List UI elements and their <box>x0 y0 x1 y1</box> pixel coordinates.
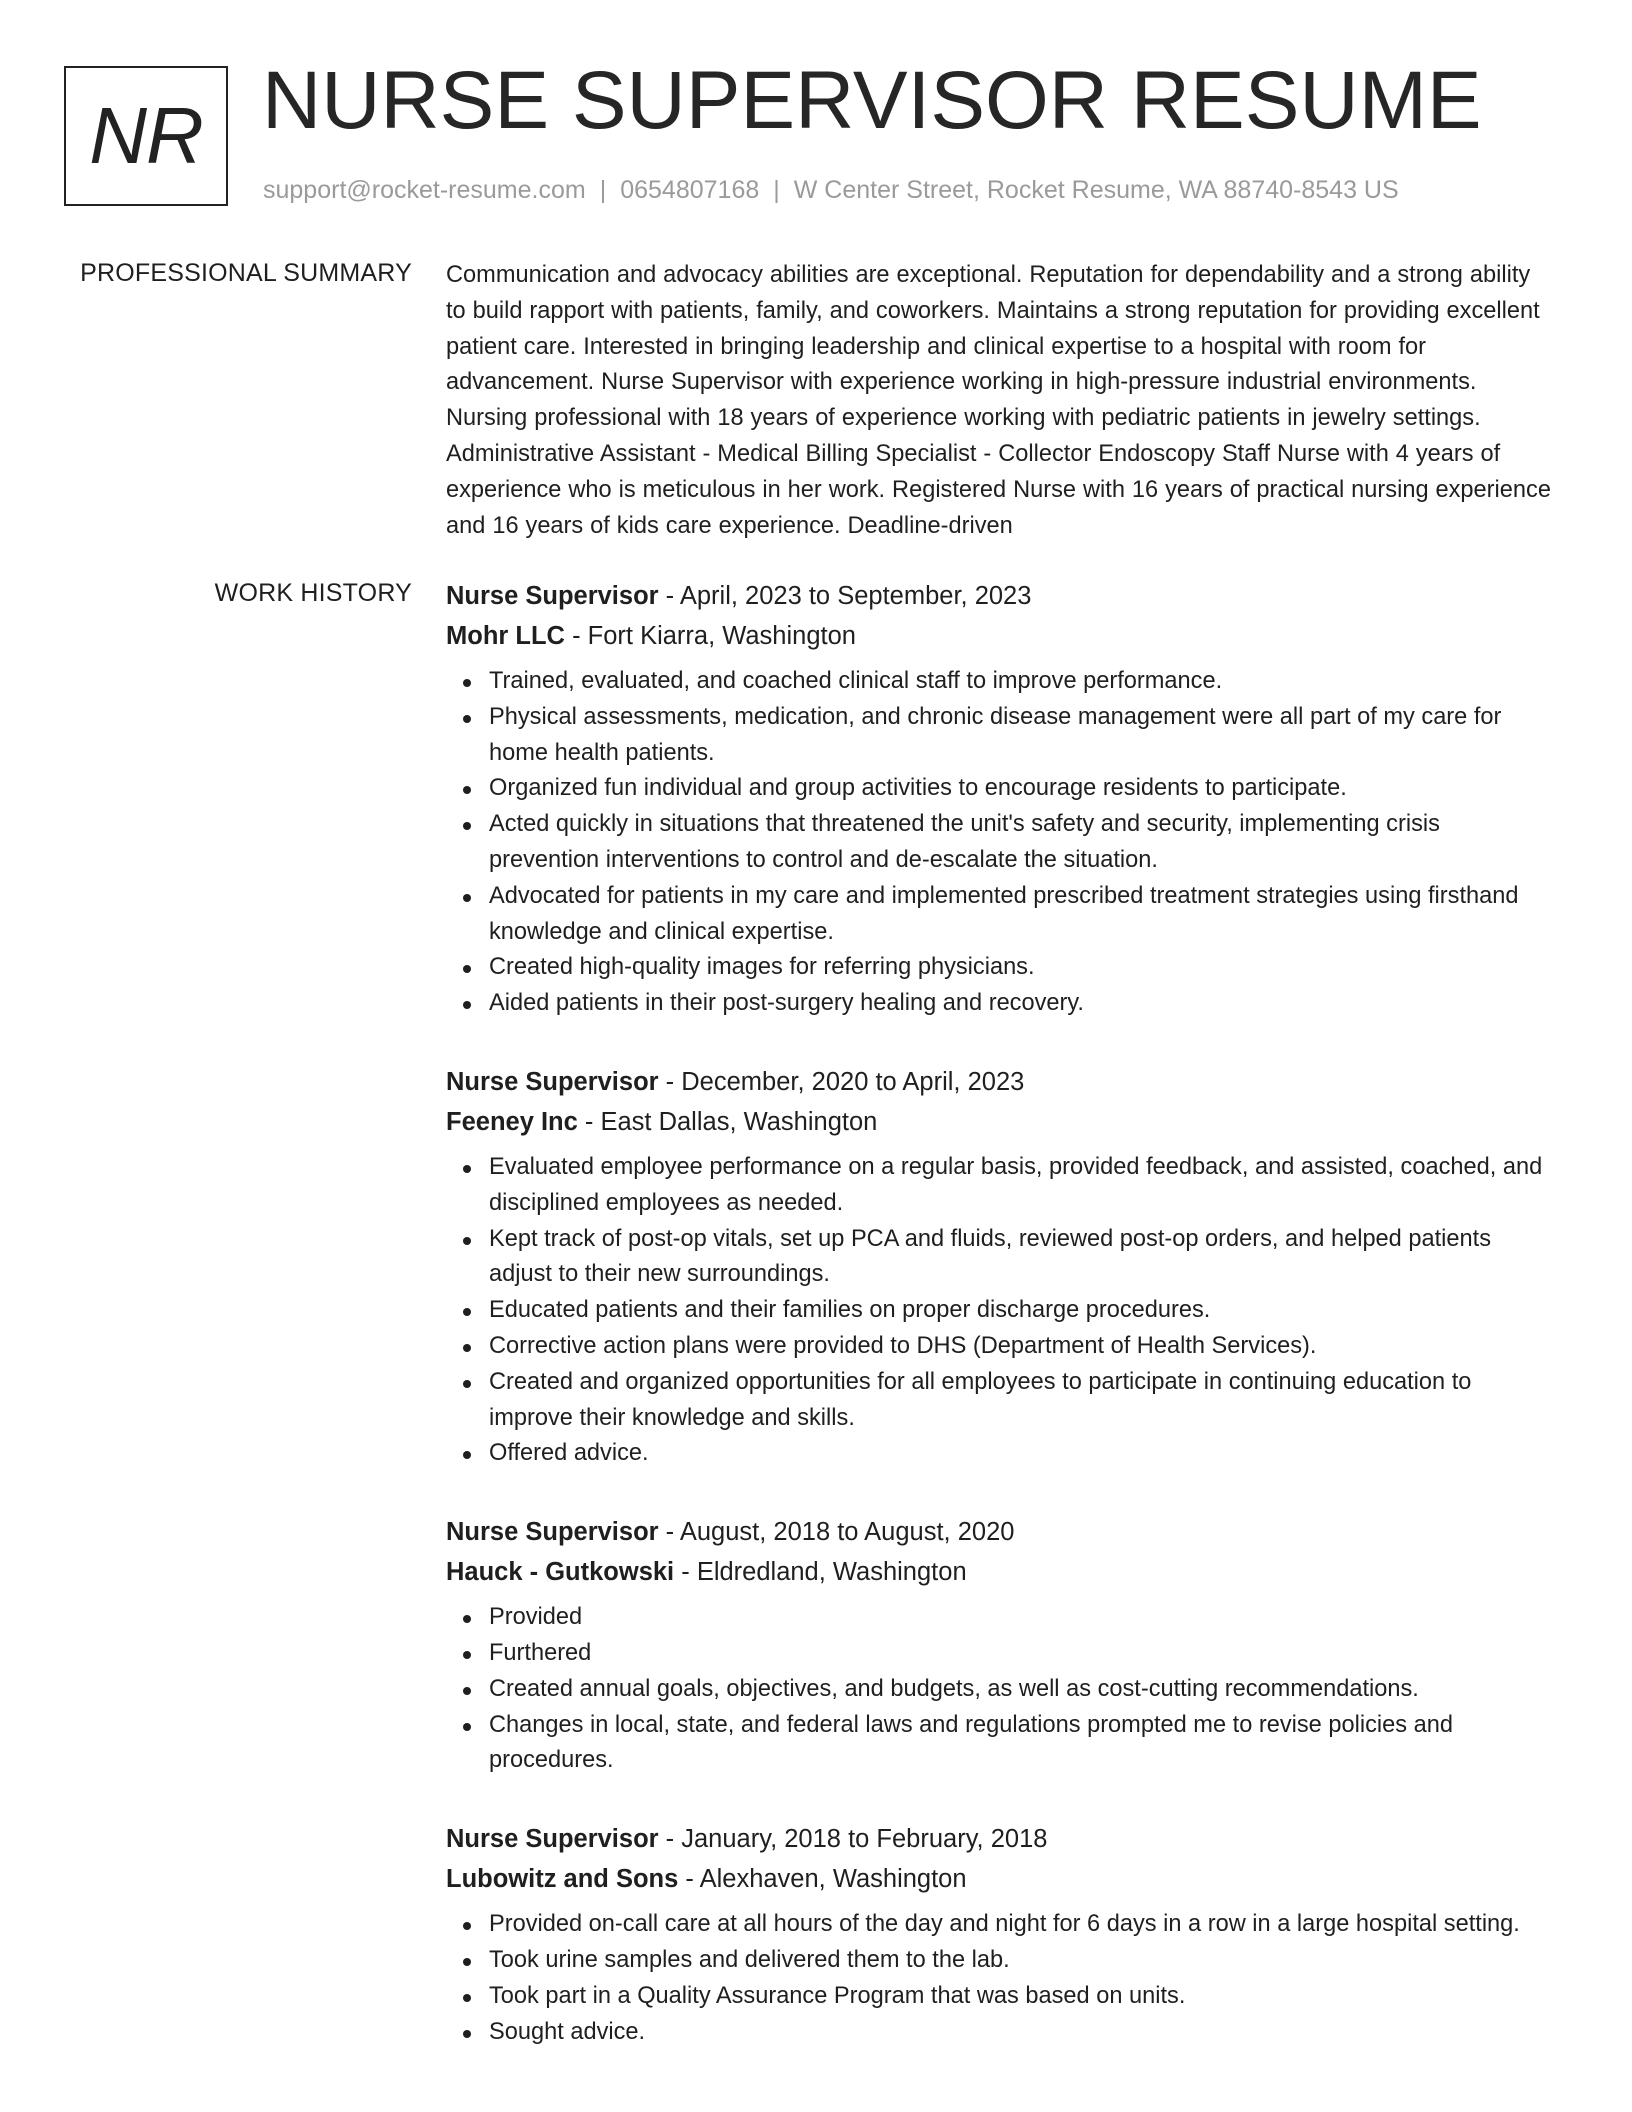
monogram-initials: NR <box>89 91 203 180</box>
bullet-dot-icon <box>463 2030 471 2038</box>
job-bullet-item <box>489 950 1556 986</box>
bullet-dot-icon <box>463 1687 471 1695</box>
job-bullet-item <box>489 771 1556 807</box>
job-bullet-text: Aided patients in their post-surgery healing and recovery. <box>489 990 1084 1017</box>
bullet-dot-icon <box>463 894 471 902</box>
job-bullet-item <box>489 1365 1556 1437</box>
job-bullet-text: Furthered <box>489 1639 592 1666</box>
job-bullet-item <box>489 1293 1556 1329</box>
job-entry <box>446 1512 1556 1779</box>
job-bullet-text: Kept track of post-op vitals, set up PCA and fluids, reviewed post-op orders, and helped patients adjust to their new surroundings. <box>489 1225 1491 1288</box>
job-bullet-item <box>489 1436 1556 1472</box>
job-title-line <box>446 576 1556 616</box>
job-bullet-text: Evaluated employee performance on a regular basis, provided feedback, and assisted, coached, and disciplined employees as needed. <box>489 1153 1543 1216</box>
job-dates: - April, 2023 to September, 2023 <box>658 582 1032 610</box>
job-bullet-text: Created annual goals, objectives, and budgets, as well as cost-cutting recommendations. <box>489 1675 1419 1702</box>
job-company-line <box>446 1859 1556 1899</box>
job-bullet-item <box>489 807 1556 879</box>
bullet-dot-icon <box>463 1723 471 1731</box>
job-bullet-text: Created high-quality images for referring physicians. <box>489 954 1035 981</box>
job-bullet-item <box>489 664 1556 700</box>
job-company: Feeney Inc <box>446 1107 578 1136</box>
job-bullet-text: Changes in local, state, and federal laws and regulations prompted me to revise policies and procedures. <box>489 1711 1453 1774</box>
summary-text: Communication and advocacy abilities are exceptional. Reputation for dependability and a strong ability to build rapport with patients, family, and coworkers. Maintains a strong reputation for providing excellent patient care. Interested in bringing leadership and clinical expertise to a hospital with room for advancement. Nurse Supervisor with experience working in high-pressure industrial environments. Nursing professional with 18 years of experience working with pediatric patients in jewelry settings. Administrative Assistant - Medical Billing Specialist - Collector Endoscopy Staff Nurse with 4 years of experience who is meticulous in her work. Registered Nurse with 16 years of practical nursing experience and 16 years of kids care experience. Deadline-driven <box>446 262 1551 539</box>
bullet-dot-icon <box>463 1994 471 2002</box>
job-bullet-list <box>446 1907 1556 2050</box>
job-title: Nurse Supervisor <box>446 1067 659 1096</box>
contact-address: W Center Street, Rocket Resume, WA 88740-8543 US <box>793 176 1399 204</box>
bullet-dot-icon <box>463 679 471 687</box>
contact-email: support@rocket-resume.com <box>263 176 586 204</box>
summary-heading: PROFESSIONAL SUMMARY <box>80 259 412 287</box>
job-company: Mohr LLC <box>446 622 565 650</box>
job-company-line <box>446 1102 1556 1142</box>
job-title: Nurse Supervisor <box>446 1825 659 1854</box>
job-company-line <box>446 616 1556 656</box>
bullet-dot-icon <box>463 822 471 830</box>
job-entry <box>446 1819 1556 2050</box>
job-company: Lubowitz and Sons <box>446 1865 679 1894</box>
job-bullet-text: Offered advice. <box>489 1440 649 1467</box>
job-bullet-text: Organized fun individual and group activities to encourage residents to participate. <box>489 775 1347 802</box>
job-bullet-text: Advocated for patients in my care and implemented prescribed treatment strategies using firsthand knowledge and clinical expertise. <box>489 882 1519 945</box>
bullet-dot-icon <box>463 1001 471 1009</box>
job-entry <box>446 1062 1556 1472</box>
job-bullet-text: Provided on-call care at all hours of the day and night for 6 days in a row in a large hospital setting. <box>489 1911 1520 1938</box>
job-bullet-text: Corrective action plans were provided to DHS (Department of Health Services). <box>489 1332 1317 1359</box>
job-dates: - August, 2018 to August, 2020 <box>658 1518 1015 1547</box>
bullet-dot-icon <box>463 786 471 794</box>
job-company: Hauck - Gutkowski <box>446 1558 675 1587</box>
job-title: Nurse Supervisor <box>446 582 659 610</box>
bullet-dot-icon <box>463 1451 471 1459</box>
job-bullet-item <box>489 1329 1556 1365</box>
job-bullet-item <box>489 1907 1556 1943</box>
job-dates: - December, 2020 to April, 2023 <box>658 1067 1025 1096</box>
bullet-dot-icon <box>463 1922 471 1930</box>
job-bullet-item <box>489 1708 1556 1780</box>
contact-separator: | <box>773 176 780 204</box>
summary-body <box>446 258 1556 544</box>
contact-line <box>263 176 1399 205</box>
job-bullet-text: Physical assessments, medication, and chronic disease management were all part of my care for home health patients. <box>489 703 1502 766</box>
resume-title: NURSE SUPERVISOR RESUME <box>262 55 1482 146</box>
job-bullet-item <box>489 1150 1556 1222</box>
contact-phone: 0654807168 <box>620 176 760 204</box>
bullet-dot-icon <box>463 1165 471 1173</box>
job-bullet-text: Trained, evaluated, and coached clinical staff to improve performance. <box>489 668 1223 694</box>
monogram-badge <box>64 66 228 206</box>
job-bullet-item <box>489 700 1556 772</box>
job-location: - Alexhaven, Washington <box>678 1865 967 1894</box>
work-history-body <box>446 576 1556 2090</box>
job-dates: - January, 2018 to February, 2018 <box>658 1825 1048 1854</box>
job-bullet-text: Educated patients and their families on proper discharge procedures. <box>489 1297 1211 1324</box>
job-bullet-list <box>446 1150 1556 1472</box>
job-title-line <box>446 1512 1556 1552</box>
job-location: - Eldredland, Washington <box>674 1558 967 1587</box>
bullet-dot-icon <box>463 1308 471 1316</box>
job-location: - East Dallas, Washington <box>577 1107 878 1136</box>
job-bullet-item <box>489 1222 1556 1294</box>
job-bullet-text: Sought advice. <box>489 2018 646 2045</box>
bullet-dot-icon <box>463 715 471 723</box>
job-bullet-item <box>489 1943 1556 1979</box>
job-bullet-item <box>489 1600 1556 1636</box>
bullet-dot-icon <box>463 1958 471 1966</box>
job-bullet-item <box>489 879 1556 951</box>
job-entry <box>446 576 1556 1022</box>
bullet-dot-icon <box>463 1651 471 1659</box>
job-location: - Fort Kiarra, Washington <box>564 622 856 650</box>
job-company-line <box>446 1552 1556 1592</box>
bullet-dot-icon <box>463 965 471 973</box>
job-bullet-list <box>446 1600 1556 1779</box>
job-bullet-item <box>489 2015 1556 2051</box>
job-bullet-list <box>446 664 1556 1022</box>
job-bullet-text: Took part in a Quality Assurance Program that was based on units. <box>489 1982 1186 2009</box>
job-bullet-text: Provided <box>489 1604 583 1631</box>
job-bullet-item <box>489 1979 1556 2015</box>
bullet-dot-icon <box>463 1237 471 1245</box>
bullet-dot-icon <box>463 1615 471 1623</box>
job-title-line <box>446 1062 1556 1102</box>
job-bullet-item <box>489 986 1556 1022</box>
job-bullet-text: Acted quickly in situations that threatened the unit's safety and security, implementing crisis prevention interventions to control and de-escalate the situation. <box>489 811 1440 873</box>
job-bullet-text: Took urine samples and delivered them to the lab. <box>489 1946 1010 1973</box>
bullet-dot-icon <box>463 1344 471 1352</box>
bullet-dot-icon <box>463 1380 471 1388</box>
job-bullet-item <box>489 1672 1556 1708</box>
job-bullet-text: Created and organized opportunities for all employees to participate in continuing education to improve their knowledge and skills. <box>489 1368 1472 1431</box>
job-title-line <box>446 1819 1556 1859</box>
job-bullet-item <box>489 1636 1556 1672</box>
work-history-heading: WORK HISTORY <box>214 579 412 607</box>
job-title: Nurse Supervisor <box>446 1518 659 1547</box>
contact-separator: | <box>599 176 607 204</box>
